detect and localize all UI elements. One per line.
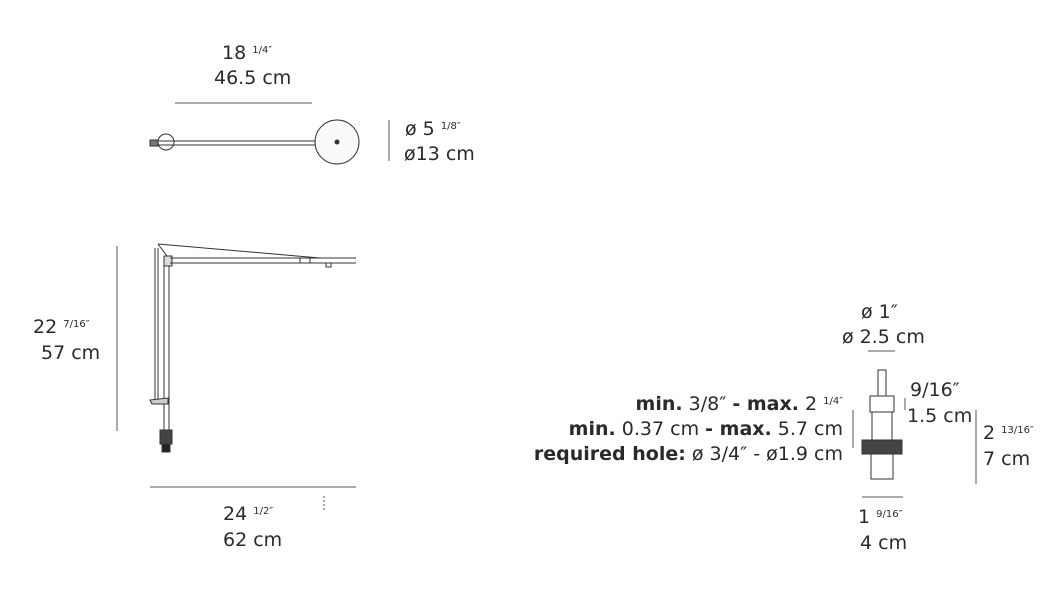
collar-height-inches: 9/16″ (910, 379, 960, 401)
thickness-range-inches: min. 3/8″ - max. 2 $^{1/4''}$ (635, 393, 843, 415)
top-width-cm: 46.5 cm (214, 67, 292, 89)
total-height-inches: 2 $^{13/16''}$ (983, 422, 1034, 444)
pin-diameter-cm: ø 2.5 cm (842, 326, 925, 348)
pin-diameter-inches: ø 1″ (861, 301, 898, 323)
lamp-top-view (150, 120, 359, 164)
reach-inches: 24 $^{1/2''}$ (223, 503, 274, 525)
required-hole: required hole: ø 3/4″ - ø1.9 cm (533, 443, 843, 465)
height-cm: 57 cm (41, 342, 101, 364)
top-width-inches: 18 $^{1/4''}$ (222, 42, 273, 64)
thickness-range-cm: min. 0.37 cm - max. 5.7 cm (568, 418, 843, 440)
collar-height-cm: 1.5 cm (907, 405, 973, 427)
total-height-cm: 7 cm (983, 448, 1031, 470)
head-diameter-inches: ø 5 $^{1/8''}$ (405, 118, 461, 140)
lamp-side-view (150, 244, 356, 452)
height-inches: 22 $^{7/16''}$ (33, 316, 90, 338)
reach-cm: 62 cm (223, 529, 283, 551)
head-diameter-cm: ø13 cm (404, 143, 475, 165)
base-width-inches: 1 $^{9/16''}$ (858, 506, 903, 528)
mount-pin-drawing (862, 370, 902, 479)
base-width-cm: 4 cm (860, 532, 908, 554)
